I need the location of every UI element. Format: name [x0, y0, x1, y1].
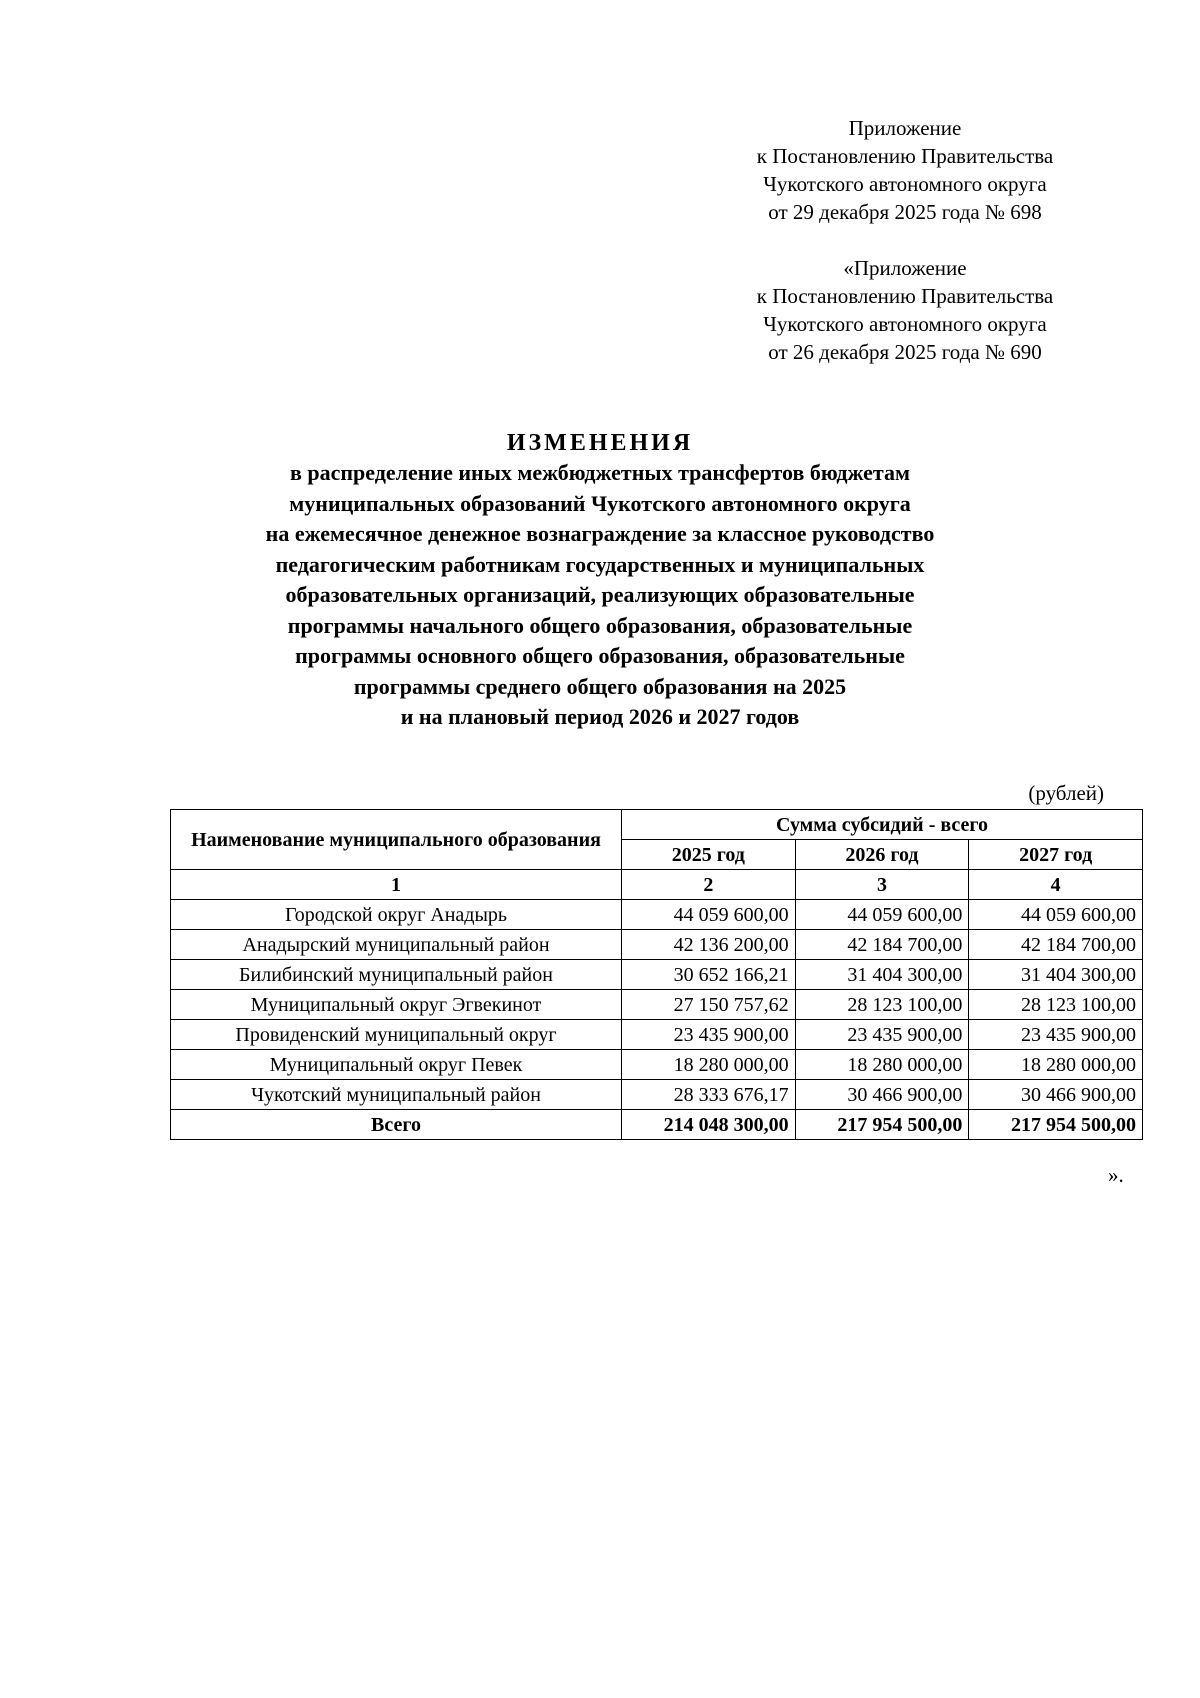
- amount-2025: 18 280 000,00: [622, 1050, 796, 1080]
- document-title: [150, 428, 1050, 733]
- table-row: [171, 1050, 1143, 1080]
- appendix-line: Чукотского автономного округа: [763, 172, 1047, 196]
- amount-2027: 28 123 100,00: [969, 990, 1143, 1020]
- appendix-line: «Приложение: [843, 256, 967, 280]
- title-line: программы основного общего образования, образовательные: [295, 643, 905, 668]
- municipality-name: Провиденский муниципальный округ: [171, 1020, 622, 1050]
- table-row: [171, 960, 1143, 990]
- table-row: [171, 900, 1143, 930]
- municipality-name: Муниципальный округ Эгвекинот: [171, 990, 622, 1020]
- amount-2026: 23 435 900,00: [795, 1020, 969, 1050]
- appendix-line: от 29 декабря 2025 года № 698: [768, 200, 1042, 224]
- amount-2026: 44 059 600,00: [795, 900, 969, 930]
- column-index: 1: [171, 870, 622, 900]
- column-index: 4: [969, 870, 1143, 900]
- amount-2026: 42 184 700,00: [795, 930, 969, 960]
- index-row: [171, 870, 1143, 900]
- municipality-name: Чукотский муниципальный район: [171, 1080, 622, 1110]
- amount-2027: 42 184 700,00: [969, 930, 1143, 960]
- amount-2027: 31 404 300,00: [969, 960, 1143, 990]
- total-2027: 217 954 500,00: [969, 1110, 1143, 1140]
- table-row: [171, 930, 1143, 960]
- units-label: (рублей): [1028, 781, 1104, 805]
- amount-2027: 18 280 000,00: [969, 1050, 1143, 1080]
- column-index: 3: [795, 870, 969, 900]
- amount-2026: 31 404 300,00: [795, 960, 969, 990]
- appendix-reference-current: [720, 114, 1090, 226]
- municipality-name: Анадырский муниципальный район: [171, 930, 622, 960]
- table-row: [171, 990, 1143, 1020]
- amount-2026: 28 123 100,00: [795, 990, 969, 1020]
- title-heading: ИЗМЕНЕНИЯ: [506, 430, 694, 456]
- header-row: [171, 810, 1143, 840]
- table-row: [171, 1020, 1143, 1050]
- amount-2025: 28 333 676,17: [622, 1080, 796, 1110]
- appendix-line: от 26 декабря 2025 года № 690: [768, 340, 1042, 364]
- appendix-reference-previous: [720, 254, 1090, 366]
- amount-2025: 27 150 757,62: [622, 990, 796, 1020]
- title-line: программы начального общего образования, образовательные: [287, 612, 913, 638]
- amount-2027: 44 059 600,00: [969, 900, 1143, 930]
- total-row: [171, 1110, 1143, 1140]
- closing-quote: ».: [1108, 1163, 1124, 1187]
- amount-2025: 44 059 600,00: [622, 900, 796, 930]
- title-line: в распределение иных межбюджетных трансфертов бюджетам: [289, 460, 910, 485]
- total-label: Всего: [171, 1110, 622, 1140]
- column-header-name: Наименование муниципального образования: [171, 810, 622, 870]
- total-2026: 217 954 500,00: [795, 1110, 969, 1140]
- amount-2025: 23 435 900,00: [622, 1020, 796, 1050]
- title-line: программы среднего общего образования на 2025: [353, 673, 847, 699]
- appendix-line: Чукотского автономного округа: [763, 312, 1047, 336]
- amount-2026: 30 466 900,00: [795, 1080, 969, 1110]
- appendix-line: к Постановлению Правительства: [756, 284, 1054, 308]
- title-line: на ежемесячное денежное вознаграждение за классное руководство: [265, 521, 935, 546]
- amount-2027: 30 466 900,00: [969, 1080, 1143, 1110]
- column-index: 2: [622, 870, 796, 900]
- column-header-year: 2027 год: [969, 840, 1143, 870]
- amount-2025: 42 136 200,00: [622, 930, 796, 960]
- amount-2026: 18 280 000,00: [795, 1050, 969, 1080]
- title-line: муниципальных образований Чукотского автономного округа: [289, 490, 911, 516]
- municipality-name: Муниципальный округ Певек: [171, 1050, 622, 1080]
- municipality-name: Городской округ Анадырь: [171, 900, 622, 930]
- appendix-line: к Постановлению Правительства: [756, 144, 1054, 168]
- column-header-year: 2026 год: [795, 840, 969, 870]
- title-line: и на плановый период 2026 и 2027 годов: [400, 704, 800, 729]
- column-header-group: Сумма субсидий - всего: [622, 810, 1143, 840]
- subsidy-table: [170, 809, 1143, 1140]
- total-2025: 214 048 300,00: [622, 1110, 796, 1140]
- municipality-name: Билибинский муниципальный район: [171, 960, 622, 990]
- appendix-line: Приложение: [848, 116, 962, 140]
- amount-2025: 30 652 166,21: [622, 960, 796, 990]
- column-header-year: 2025 год: [622, 840, 796, 870]
- table-row: [171, 1080, 1143, 1110]
- title-line: образовательных организаций, реализующих образовательные: [285, 582, 915, 607]
- title-line: педагогическим работникам государственных и муниципальных: [275, 551, 925, 577]
- amount-2027: 23 435 900,00: [969, 1020, 1143, 1050]
